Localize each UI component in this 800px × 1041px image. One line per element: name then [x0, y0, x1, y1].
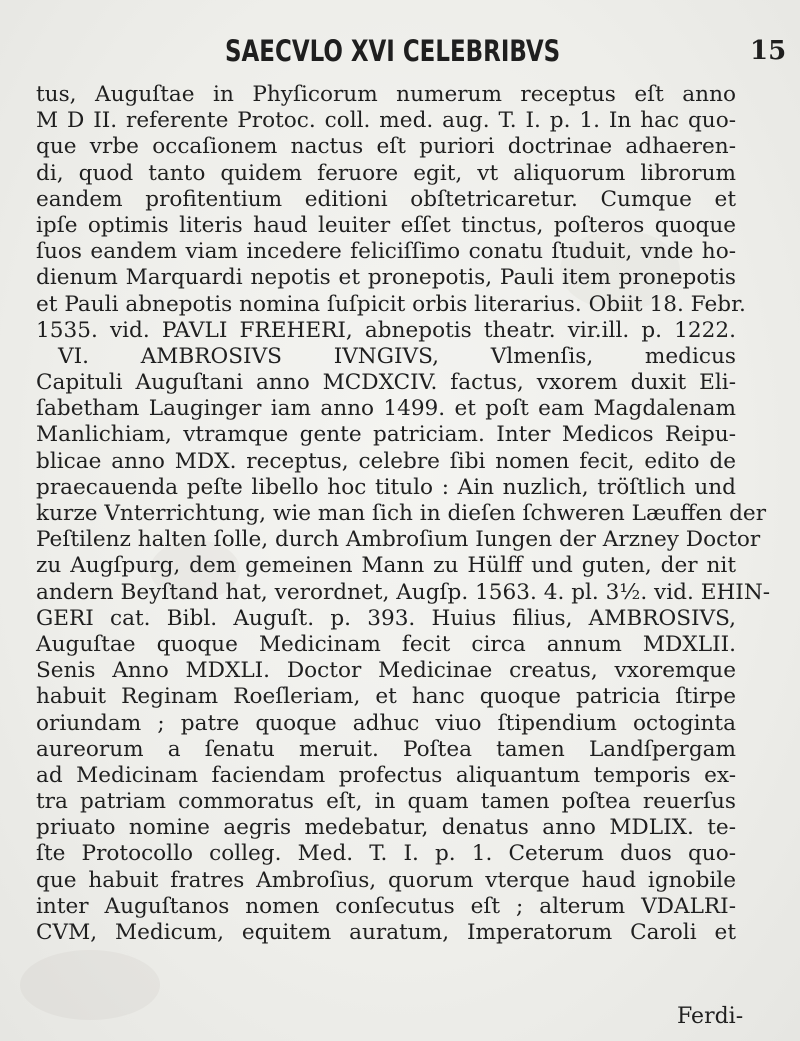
page-header [0, 34, 800, 74]
text-line: M D II. referente Protoc. coll. med. aug. T. I. p. 1. In hac quo- [36, 108, 736, 134]
text-line: Peſtilenz halten ſolle, durch Ambroſium Iungen der Arzney Doctor [36, 527, 761, 553]
text-line: CVM, Medicum, equitem auratum, Imperatorum Caroli et [36, 920, 736, 945]
text-line: Auguſtae quoque Medicinam fecit circa annum MDXLII. [36, 631, 736, 657]
text-line: ſabetham Lauginger iam anno 1499. et poſt eam Magdalenam [36, 396, 736, 422]
text-line: tus, Auguſtae in Phyſicorum numerum receptus eſt anno [36, 82, 736, 107]
text-line: habuit Reginam Roeſleriam, et hanc quoque patricia ſtirpe [36, 684, 736, 710]
text-line: que vrbe occaſionem nactus eſt puriori doctrinae adhaeren- [36, 134, 736, 160]
catchword: Ferdi- [677, 1004, 744, 1029]
body-text [36, 82, 771, 946]
text-line: que habuit fratres Ambroſius, quorum vterque haud ignobile [36, 867, 736, 893]
text-line: kurze Vnterrichtung, wie man ſich in dieſen ſchweren Læuffen der [36, 501, 767, 526]
text-line: inter Auguſtanos nomen conſecutus eſt ; alterum VDALRI- [36, 893, 736, 919]
text-line: blicae anno MDX. receptus, celebre ſibi nomen fecit, edito de [36, 448, 736, 474]
text-line: tra patriam commoratus eſt, in quam tamen poſtea reuerſus [36, 789, 736, 815]
text-line: praecauenda peſte libello hoc titulo : Ain nuzlich, tröſtlich und [36, 474, 736, 500]
text-line: dienum Marquardi nepotis et pronepotis, Pauli item pronepotis [36, 265, 736, 291]
text-line: Manlichiam, vtramque gente patriciam. Inter Medicos Reipu- [36, 422, 736, 448]
text-line: priuato nomine aegris medebatur, denatus anno MDLIX. te- [36, 815, 736, 841]
running-title: SAECVLO XVI CELEBRIBVS [225, 34, 561, 68]
page-number: 15 [750, 36, 787, 66]
text-line: ſuos eandem viam incedere feliciſſimo conatu ſtuduit, vnde ho- [36, 239, 736, 265]
text-line: Senis Anno MDXLI. Doctor Medicinae creatus, vxoremque [36, 658, 736, 684]
text-line: GERI cat. Bibl. Auguſt. p. 393. Huius filius, AMBROSIVS, [36, 605, 736, 631]
text-line: et Pauli abnepotis nomina ſuſpicit orbis literarius. Obiit 18. Febr. [36, 291, 746, 317]
text-line: VI. AMBROSIVS IVNGIVS, Vlmenſis, medicus [58, 343, 736, 369]
text-line: ipſe optimis literis haud leuiter eſſet tinctus, poſteros quoque [36, 212, 736, 238]
text-line: zu Augſpurg, dem gemeinen Mann zu Hülff und guten, der nit [36, 553, 736, 579]
paper-stain [20, 950, 160, 1020]
text-line: ſte Protocollo colleg. Med. T. I. p. 1. Ceterum duos quo- [36, 841, 736, 867]
text-line: andern Beyſtand hat, verordnet, Augſp. 1563. 4. pl. 3½. vid. EHIN- [36, 579, 771, 605]
text-line: aureorum a ſenatu meruit. Poſtea tamen Landſpergam [36, 736, 736, 762]
text-line: di, quod tanto quidem feruore egit, vt aliquorum librorum [36, 160, 736, 186]
text-line: eandem profitentium editioni obſtetricaretur. Cumque et [36, 186, 736, 212]
text-line: ad Medicinam faciendam profectus aliquantum temporis ex- [36, 762, 736, 788]
text-line: oriundam ; patre quoque adhuc viuo ſtipendium octoginta [36, 710, 736, 736]
text-line: Capituli Auguſtani anno MCDXCIV. factus, vxorem duxit Eli- [36, 370, 736, 396]
text-line: 1535. vid. PAVLI FREHERI, abnepotis theatr. vir.ill. p. 1222. [36, 317, 736, 343]
